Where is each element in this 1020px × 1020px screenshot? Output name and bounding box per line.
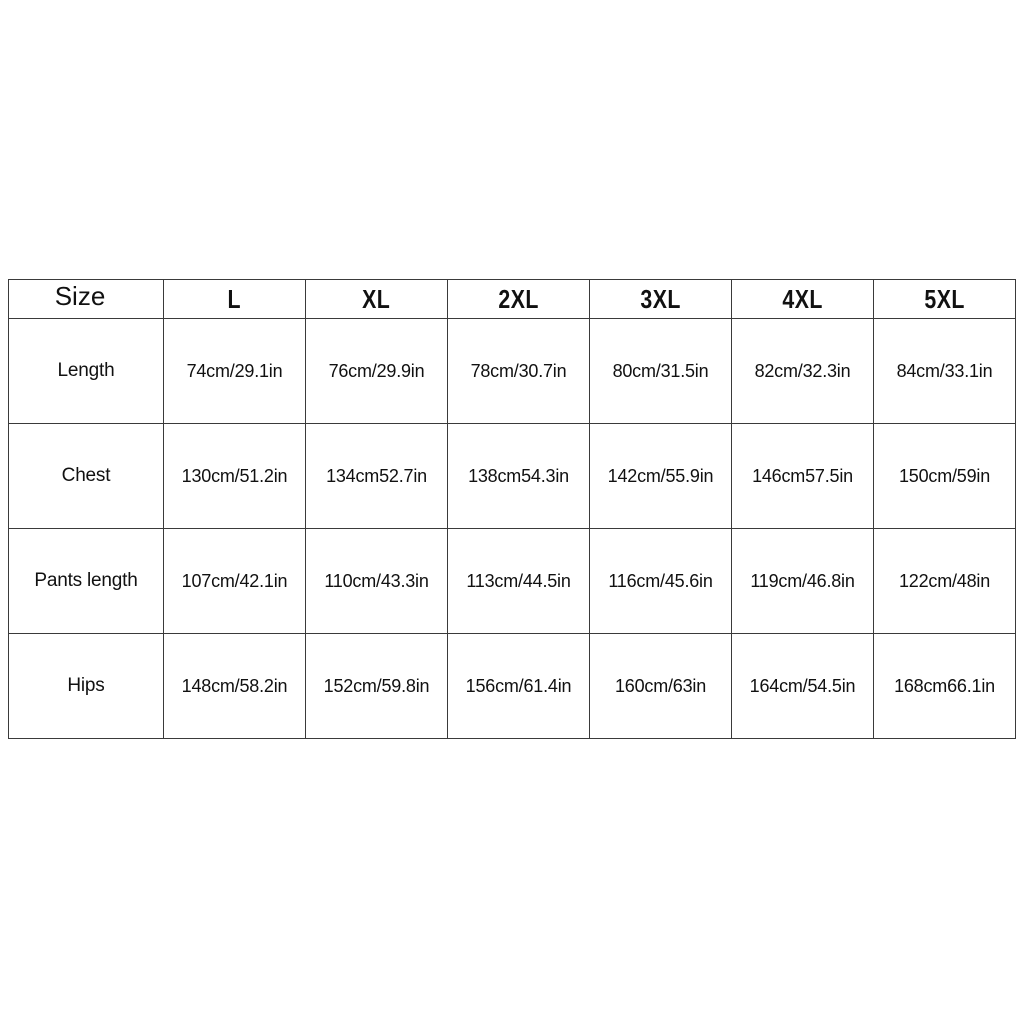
table-cell: 156cm/61.4in [448,634,590,739]
size-header-xl: XL [306,280,448,319]
row-label: Length [9,319,164,424]
table-cell: 113cm/44.5in [448,529,590,634]
table-cell: 119cm/46.8in [732,529,874,634]
table-cell: 160cm/63in [590,634,732,739]
row-label: Pants length [9,529,164,634]
table-cell: 80cm/31.5in [590,319,732,424]
table-cell: 168cm66.1in [874,634,1016,739]
table-row-chest [9,424,1016,529]
row-label: Chest [9,424,164,529]
table-cell: 107cm/42.1in [164,529,306,634]
table-cell: 138cm54.3in [448,424,590,529]
table-cell: 150cm/59in [874,424,1016,529]
size-header-row [9,280,1016,319]
size-header-4xl: 4XL [732,280,874,319]
table-cell: 146cm57.5in [732,424,874,529]
row-label: Hips [9,634,164,739]
table-cell: 130cm/51.2in [164,424,306,529]
table-cell: 148cm/58.2in [164,634,306,739]
table-row-hips [9,634,1016,739]
table-row-pants-length [9,529,1016,634]
table-cell: 82cm/32.3in [732,319,874,424]
table-cell: 78cm/30.7in [448,319,590,424]
size-chart-table [8,279,1016,739]
size-corner-label: Size [9,280,164,319]
size-header-2xl: 2XL [448,280,590,319]
size-header-3xl: 3XL [590,280,732,319]
table-cell: 84cm/33.1in [874,319,1016,424]
table-cell: 164cm/54.5in [732,634,874,739]
table-cell: 134cm52.7in [306,424,448,529]
table-cell: 142cm/55.9in [590,424,732,529]
table-row-length [9,319,1016,424]
size-header-l: L [164,280,306,319]
table-cell: 152cm/59.8in [306,634,448,739]
table-cell: 116cm/45.6in [590,529,732,634]
table-cell: 76cm/29.9in [306,319,448,424]
size-header-5xl: 5XL [874,280,1016,319]
table-cell: 74cm/29.1in [164,319,306,424]
table-cell: 122cm/48in [874,529,1016,634]
table-cell: 110cm/43.3in [306,529,448,634]
